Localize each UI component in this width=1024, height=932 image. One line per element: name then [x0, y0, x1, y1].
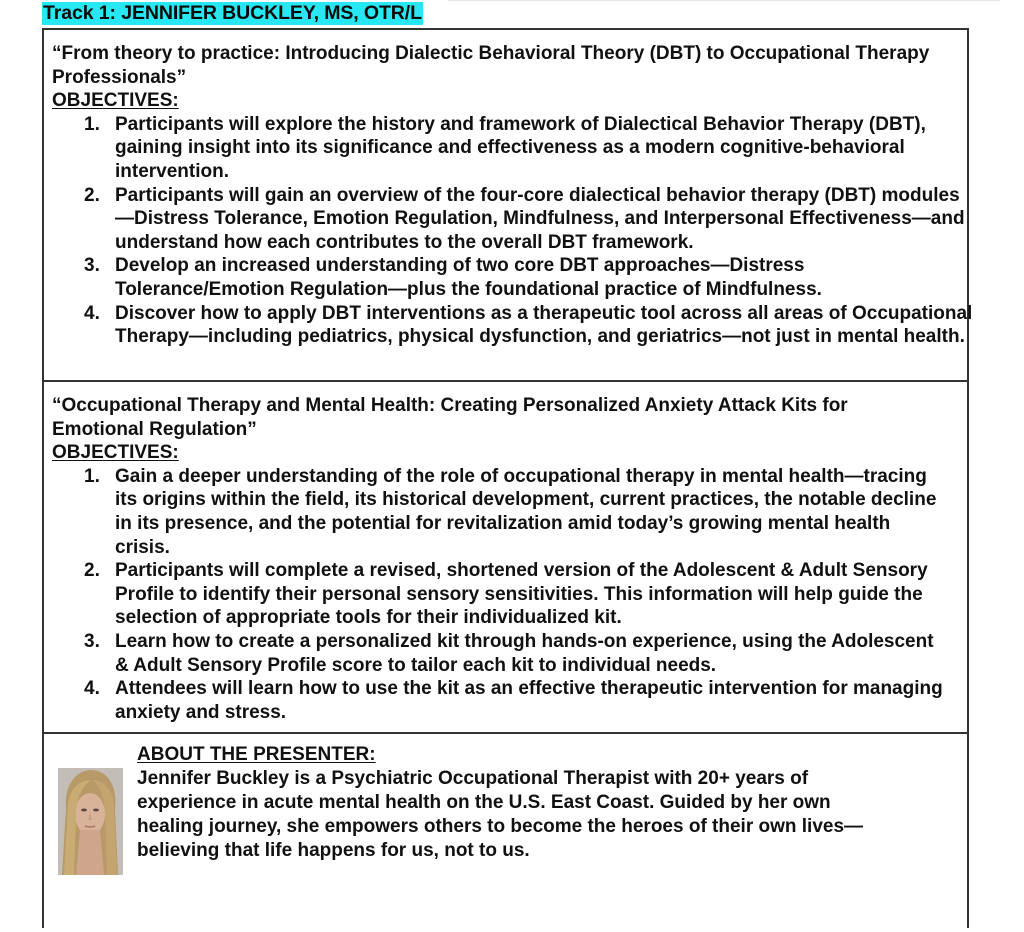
objective-number: 3. [84, 630, 100, 652]
objective-item [52, 630, 945, 677]
objectives-list [52, 465, 959, 725]
sessions-table [42, 28, 973, 928]
objective-text: Develop an increased understanding of two core DBT approaches—Distress Tolerance/Emotion Regulation—plus the foundational practice of Mindfulness. [115, 255, 822, 300]
session-title: “From theory to practice: Introducing Dialectic Behavioral Theory (DBT) to Occupational Therapy Professionals” [52, 43, 930, 88]
objective-item [52, 254, 975, 301]
objective-text: Participants will explore the history and framework of Dialectical Behavior Therapy (DBT), gaining insight into its significance and effectiveness as a modern cognitive-behavioral intervention. [115, 113, 926, 182]
objective-item [52, 113, 975, 184]
page-top-rule [448, 0, 1000, 1]
objective-number: 2. [84, 184, 100, 206]
about-presenter-section [137, 743, 937, 863]
session-cell [44, 380, 967, 732]
objective-number: 1. [84, 113, 100, 135]
objective-text: Discover how to apply DBT interventions as a therapeutic tool across all areas of Occupational Therapy—including pediatrics, physical dysfunction, and geriatrics—not just in mental health. [115, 302, 973, 348]
objective-item [52, 184, 975, 255]
objective-number: 4. [84, 302, 100, 324]
objective-text: Participants will complete a revised, shortened version of the Adolescent & Adult Sensory Profile to identify their personal sensory sensitivities. This information will help guide the selection of appropriate tools for their individualized kit. [115, 560, 928, 629]
objective-item [52, 559, 945, 630]
presenter-bio: Jennifer Buckley is a Psychiatric Occupational Therapist with 20+ years of experience in acute mental health on the U.S. East Coast. Guided by her own healing journey, she empowers others to become the heroes of their own lives—believing that life happens for us, not to us. [137, 767, 864, 862]
portrait-image [58, 768, 123, 875]
about-presenter-cell [44, 732, 967, 932]
about-presenter-heading: ABOUT THE PRESENTER: [137, 744, 376, 765]
objective-number: 3. [84, 255, 100, 277]
presenter-photo [58, 768, 123, 875]
objectives-heading: OBJECTIVES: [52, 442, 179, 464]
objectives-list [52, 113, 973, 349]
objective-number: 1. [84, 465, 100, 487]
objective-item [52, 465, 945, 559]
objective-number: 2. [84, 560, 100, 582]
objective-text: Gain a deeper understanding of the role of occupational therapy in mental health—tracing its origins within the field, its historical development, current practices, the notable decline in its presence, and the potential for revitalization amid today’s growing mental health crisis. [115, 465, 937, 558]
objectives-heading: OBJECTIVES: [52, 90, 179, 112]
track-title: Track 1: JENNIFER BUCKLEY, MS, OTR/L [43, 2, 422, 24]
session-cell [44, 30, 973, 380]
objective-text: Learn how to create a personalized kit through hands-on experience, using the Adolescent & Adult Sensory Profile score to tailor each kit to individual needs. [115, 630, 934, 676]
objective-item [52, 302, 975, 349]
objective-text: Participants will gain an overview of the four-core dialectical behavior therapy (DBT) modules—Distress Tolerance, Emotion Regulation, Mindfulness, and Interpersonal Effectiveness—and understand how each contributes to the overall DBT framework. [115, 184, 965, 253]
session-title: “Occupational Therapy and Mental Health: Creating Personalized Anxiety Attack Kits for Emotional Regulation” [52, 395, 848, 440]
objective-text: Attendees will learn how to use the kit as an effective therapeutic intervention for managing anxiety and stress. [115, 678, 943, 723]
objective-number: 4. [84, 678, 100, 700]
objective-item [52, 677, 945, 724]
